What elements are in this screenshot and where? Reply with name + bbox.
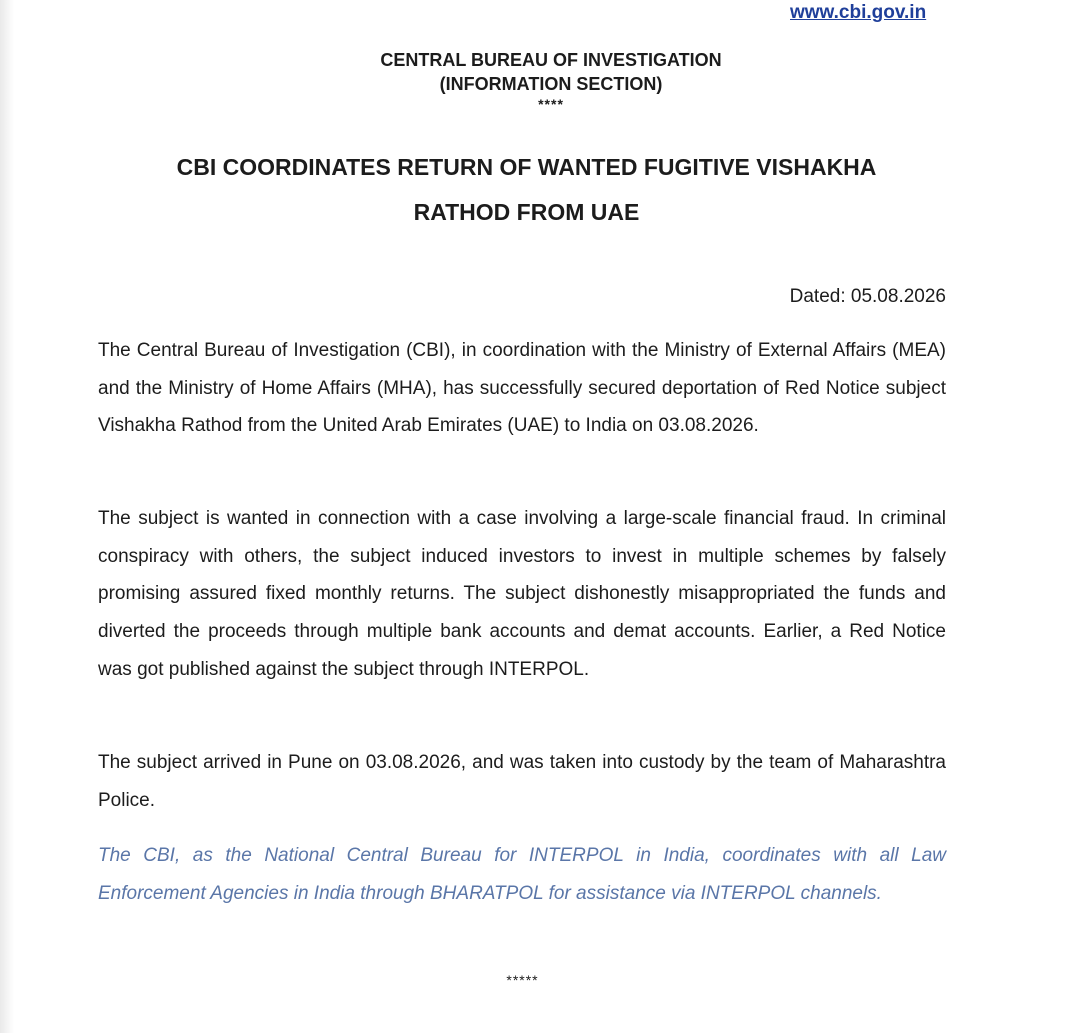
paragraph-bharatpol-note: The CBI, as the National Central Bureau for INTERPOL in India, coordinates with all Law Enforcement Agencies in India through BHARATPOL for assistance via INTERPOL channels. — [98, 845, 946, 904]
press-release-title — [0, 145, 1053, 235]
section-name: (INFORMATION SECTION) — [439, 74, 663, 94]
header-separator: **** — [538, 96, 564, 112]
paragraph-case-details: The subject is wanted in connection with a case involving a large-scale financial fraud. In criminal conspiracy with others, the subject induced investors to invest in multiple schemes by falsely promising assured fixed monthly returns. The subject dishonestly misappropriated the funds and diverted the proceeds through multiple bank accounts and demat accounts. Earlier, a Red Notice was got published against the subject through INTERPOL. — [98, 508, 946, 680]
paragraph-deportation: The Central Bureau of Investigation (CBI), in coordination with the Ministry of External Affairs (MEA) and the Ministry of Home Affairs (MHA), has successfully secured deportation of Red Notice subject Vishakha Rathod from the United Arab Emirates (UAE) to India on 03.08.2026. — [98, 340, 946, 437]
title-text: CBI COORDINATES RETURN OF WANTED FUGITIVE VISHAKHA RATHOD FROM UAE — [176, 154, 877, 225]
website-link[interactable]: www.cbi.gov.in — [790, 2, 927, 23]
end-separator: ***** — [506, 972, 539, 988]
organization-name: CENTRAL BUREAU OF INVESTIGATION — [380, 50, 722, 70]
release-date: Dated: 05.08.2026 — [789, 286, 946, 307]
document-header — [0, 48, 1067, 112]
paragraph-custody: The subject arrived in Pune on 03.08.2026, and was taken into custody by the team of Maharashtra Police. — [98, 752, 946, 811]
